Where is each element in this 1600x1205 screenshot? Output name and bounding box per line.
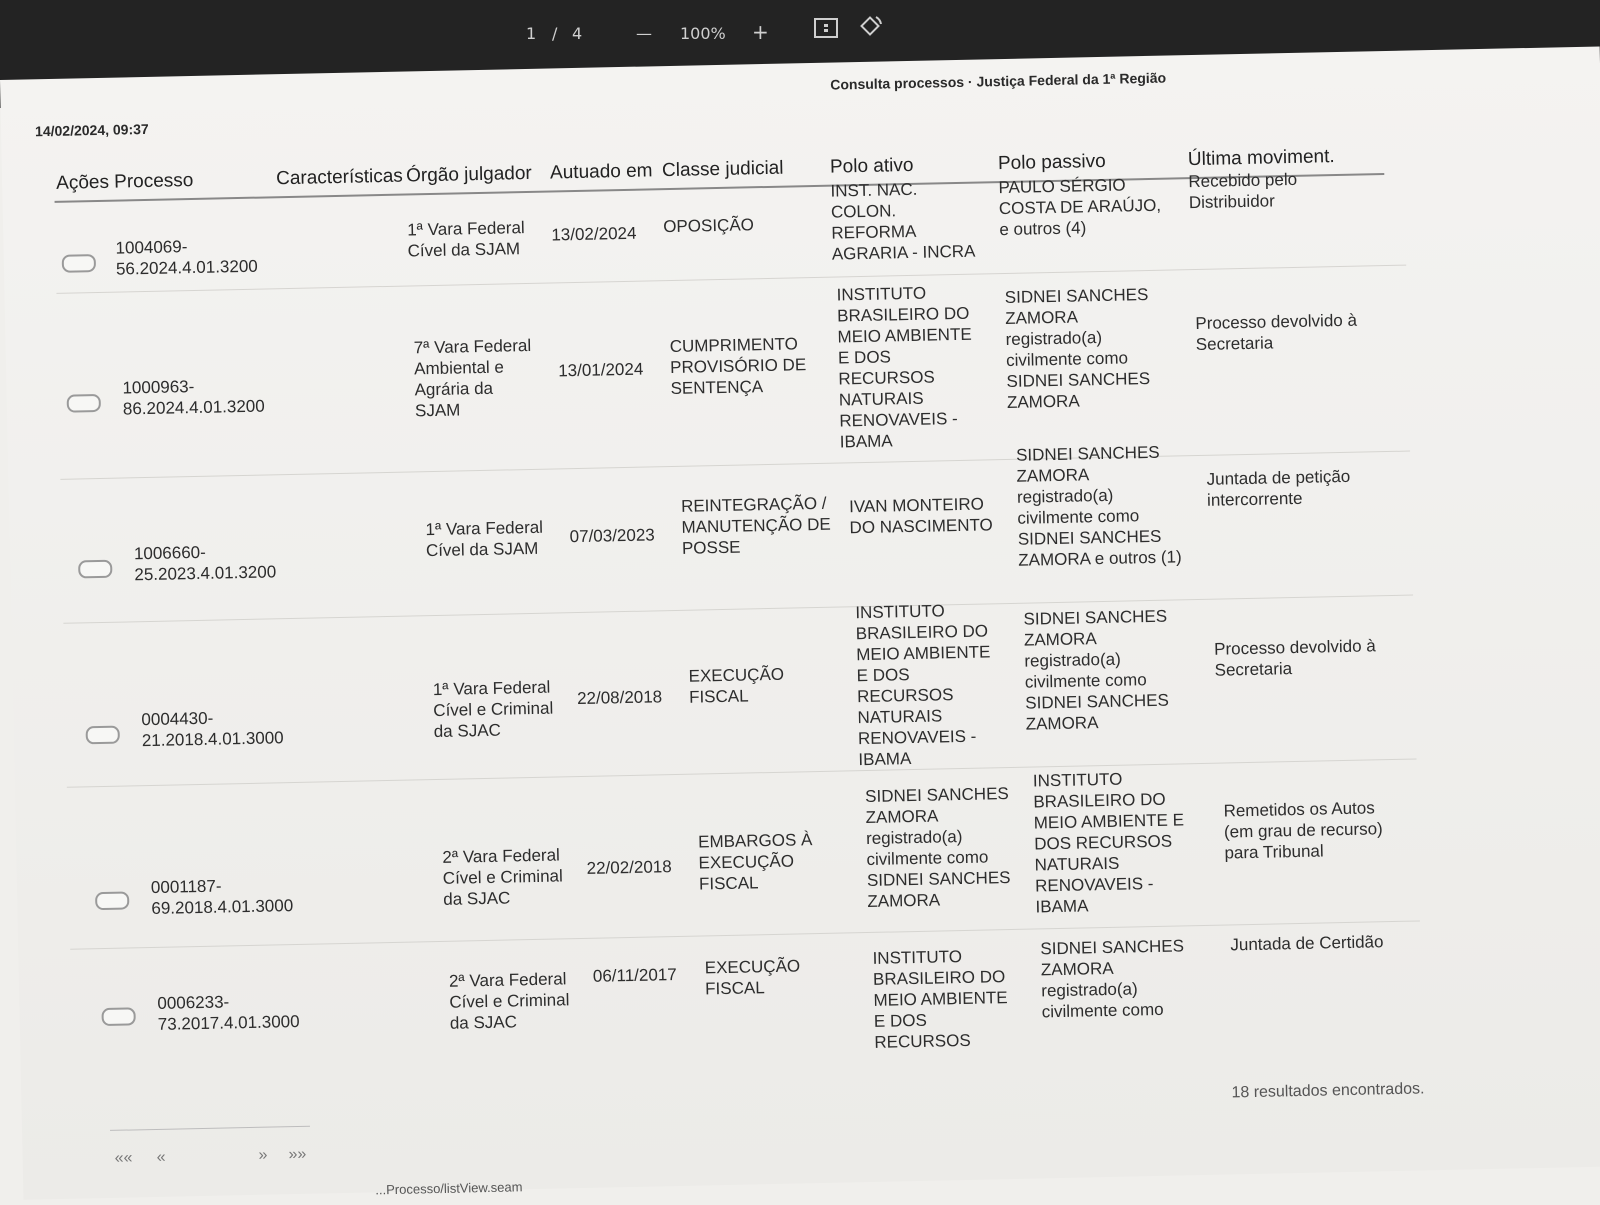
print-timestamp: 14/02/2024, 09:37: [34, 120, 149, 140]
row-divider: [63, 595, 1413, 624]
status-url: ...Processo/listView.seam: [375, 1179, 523, 1198]
pager-first-button[interactable]: ««: [114, 1149, 133, 1167]
row-select-checkbox[interactable]: [62, 254, 96, 273]
row-orgao: 2ª Vara Federal Cível e Criminal da SJAC: [448, 969, 570, 1033]
page-title: Consulta processos · Justiça Federal da 1ª Região: [830, 69, 1167, 93]
row-autuado: 22/08/2018: [576, 687, 663, 709]
row-autuado: 22/02/2018: [586, 857, 672, 878]
row-select-checkbox[interactable]: [101, 1007, 135, 1026]
pager-divider: [110, 1126, 310, 1131]
row-ultima: Juntada de petição intercorrente: [1206, 466, 1351, 510]
row-orgao: 7ª Vara Federal Ambiental e Agrária da SJAM: [413, 335, 532, 421]
results-count: 18 resultados encontrados.: [1231, 1080, 1425, 1102]
row-processo[interactable]: 1004069- 56.2024.4.01.3200: [115, 237, 258, 279]
pager-next-button[interactable]: »: [258, 1146, 268, 1164]
page-separator: /: [552, 24, 558, 43]
row-classe: REINTEGRAÇÃO / MANUTENÇÃO DE POSSE: [680, 493, 831, 558]
row-processo[interactable]: 0004430- 21.2018.4.01.3000: [141, 708, 284, 751]
row-polo-ativo: INST. NAC. COLON. REFORMA AGRARIA - INCRA: [830, 179, 976, 264]
zoom-in-button[interactable]: +: [752, 20, 769, 44]
header-processo: Processo: [113, 169, 194, 193]
row-autuado: 13/01/2024: [558, 359, 644, 381]
row-classe: EXECUÇÃO FISCAL: [688, 664, 785, 707]
row-classe: OPOSIÇÃO: [663, 215, 755, 237]
row-ultima: Recebido pelo Distribuidor: [1188, 169, 1298, 213]
row-classe: CUMPRIMENTO PROVISÓRIO DE SENTENÇA: [669, 334, 807, 399]
row-divider: [67, 758, 1417, 787]
row-orgao: 1ª Vara Federal Cível da SJAM: [425, 517, 544, 561]
zoom-level[interactable]: 100%: [680, 24, 726, 43]
row-processo[interactable]: 0001187- 69.2018.4.01.3000: [150, 876, 294, 919]
header-orgao-julgador: Órgão julgador: [405, 162, 532, 187]
row-processo[interactable]: 1006660- 25.2023.4.01.3200: [133, 542, 277, 585]
header-classe-judicial: Classe judicial: [661, 157, 784, 182]
header-caracteristicas: Características: [275, 165, 404, 190]
pager-last-button[interactable]: »»: [288, 1145, 307, 1164]
row-classe: EMBARGOS À EXECUÇÃO FISCAL: [697, 830, 813, 894]
row-select-checkbox[interactable]: [95, 891, 129, 910]
row-orgao: 2ª Vara Federal Cível e Criminal da SJAC: [442, 845, 563, 909]
row-ultima: Remetidos os Autos (em grau de recurso) para Tribunal: [1223, 798, 1383, 863]
zoom-out-button[interactable]: —: [636, 24, 652, 43]
row-select-checkbox[interactable]: [86, 726, 120, 745]
row-polo-passivo: SIDNEI SANCHES ZAMORA registrado(a) civilmente como SIDNEI SANCHES ZAMORA e outros (1): [1015, 442, 1182, 570]
row-orgao: 1ª Vara Federal Cível e Criminal da SJAC: [432, 677, 554, 742]
row-processo[interactable]: 1000963- 86.2024.4.01.3200: [122, 377, 265, 419]
row-polo-passivo: SIDNEI SANCHES ZAMORA registrado(a) civilmente como: [1040, 936, 1185, 1022]
row-polo-passivo: PAULO SÉRGIO COSTA DE ARAÚJO, e outros (4): [998, 175, 1162, 240]
pager-prev-button[interactable]: «: [156, 1148, 166, 1166]
header-acoes: Ações: [55, 171, 110, 194]
row-polo-ativo: INSTITUTO BRASILEIRO DO MEIO AMBIENTE E DOS RECURSOS NATURAIS RENOVAVEIS - IBAMA: [855, 601, 991, 770]
page-total: 4: [572, 24, 583, 43]
page-current[interactable]: 1: [526, 24, 537, 43]
header-polo-passivo: Polo passivo: [997, 150, 1106, 175]
row-autuado: 06/11/2017: [592, 965, 677, 986]
row-polo-passivo: INSTITUTO BRASILEIRO DO MEIO AMBIENTE E DOS RECURSOS NATURAIS RENOVAVEIS - IBAMA: [1032, 769, 1185, 917]
row-orgao: 1ª Vara Federal Cível da SJAM: [407, 218, 525, 261]
row-ultima: Juntada de Certidão: [1230, 932, 1384, 955]
row-polo-passivo: SIDNEI SANCHES ZAMORA registrado(a) civilmente como SIDNEI SANCHES ZAMORA: [1004, 285, 1151, 412]
header-autuado-em: Autuado em: [549, 160, 653, 184]
row-autuado: 07/03/2023: [569, 525, 655, 547]
row-polo-ativo: INSTITUTO BRASILEIRO DO MEIO AMBIENTE E DOS RECURSOS: [872, 947, 1008, 1052]
row-select-checkbox[interactable]: [67, 394, 101, 413]
rotate-icon[interactable]: [858, 14, 884, 44]
row-polo-ativo: IVAN MONTEIRO DO NASCIMENTO: [848, 494, 993, 538]
row-ultima: Processo devolvido à Secretaria: [1195, 310, 1358, 355]
row-polo-ativo: INSTITUTO BRASILEIRO DO MEIO AMBIENTE E DOS RECURSOS NATURAIS RENOVAVEIS - IBAMA: [836, 283, 972, 452]
row-classe: EXECUÇÃO FISCAL: [704, 956, 801, 999]
row-select-checkbox[interactable]: [78, 560, 112, 579]
row-divider: [70, 920, 1420, 949]
fit-page-icon[interactable]: [814, 18, 838, 42]
header-ultima-movimentacao: Última moviment.: [1187, 146, 1335, 171]
row-ultima: Processo devolvido à Secretaria: [1213, 636, 1376, 680]
row-polo-passivo: SIDNEI SANCHES ZAMORA registrado(a) civilmente como SIDNEI SANCHES ZAMORA: [1023, 606, 1170, 734]
row-autuado: 13/02/2024: [551, 223, 637, 245]
row-polo-ativo: SIDNEI SANCHES ZAMORA registrado(a) civilmente como SIDNEI SANCHES ZAMORA: [864, 784, 1011, 912]
row-divider: [56, 265, 1406, 294]
header-polo-ativo: Polo ativo: [829, 154, 914, 178]
printed-page: [0, 46, 1600, 1199]
row-processo[interactable]: 0006233- 73.2017.4.01.3000: [157, 992, 300, 1034]
